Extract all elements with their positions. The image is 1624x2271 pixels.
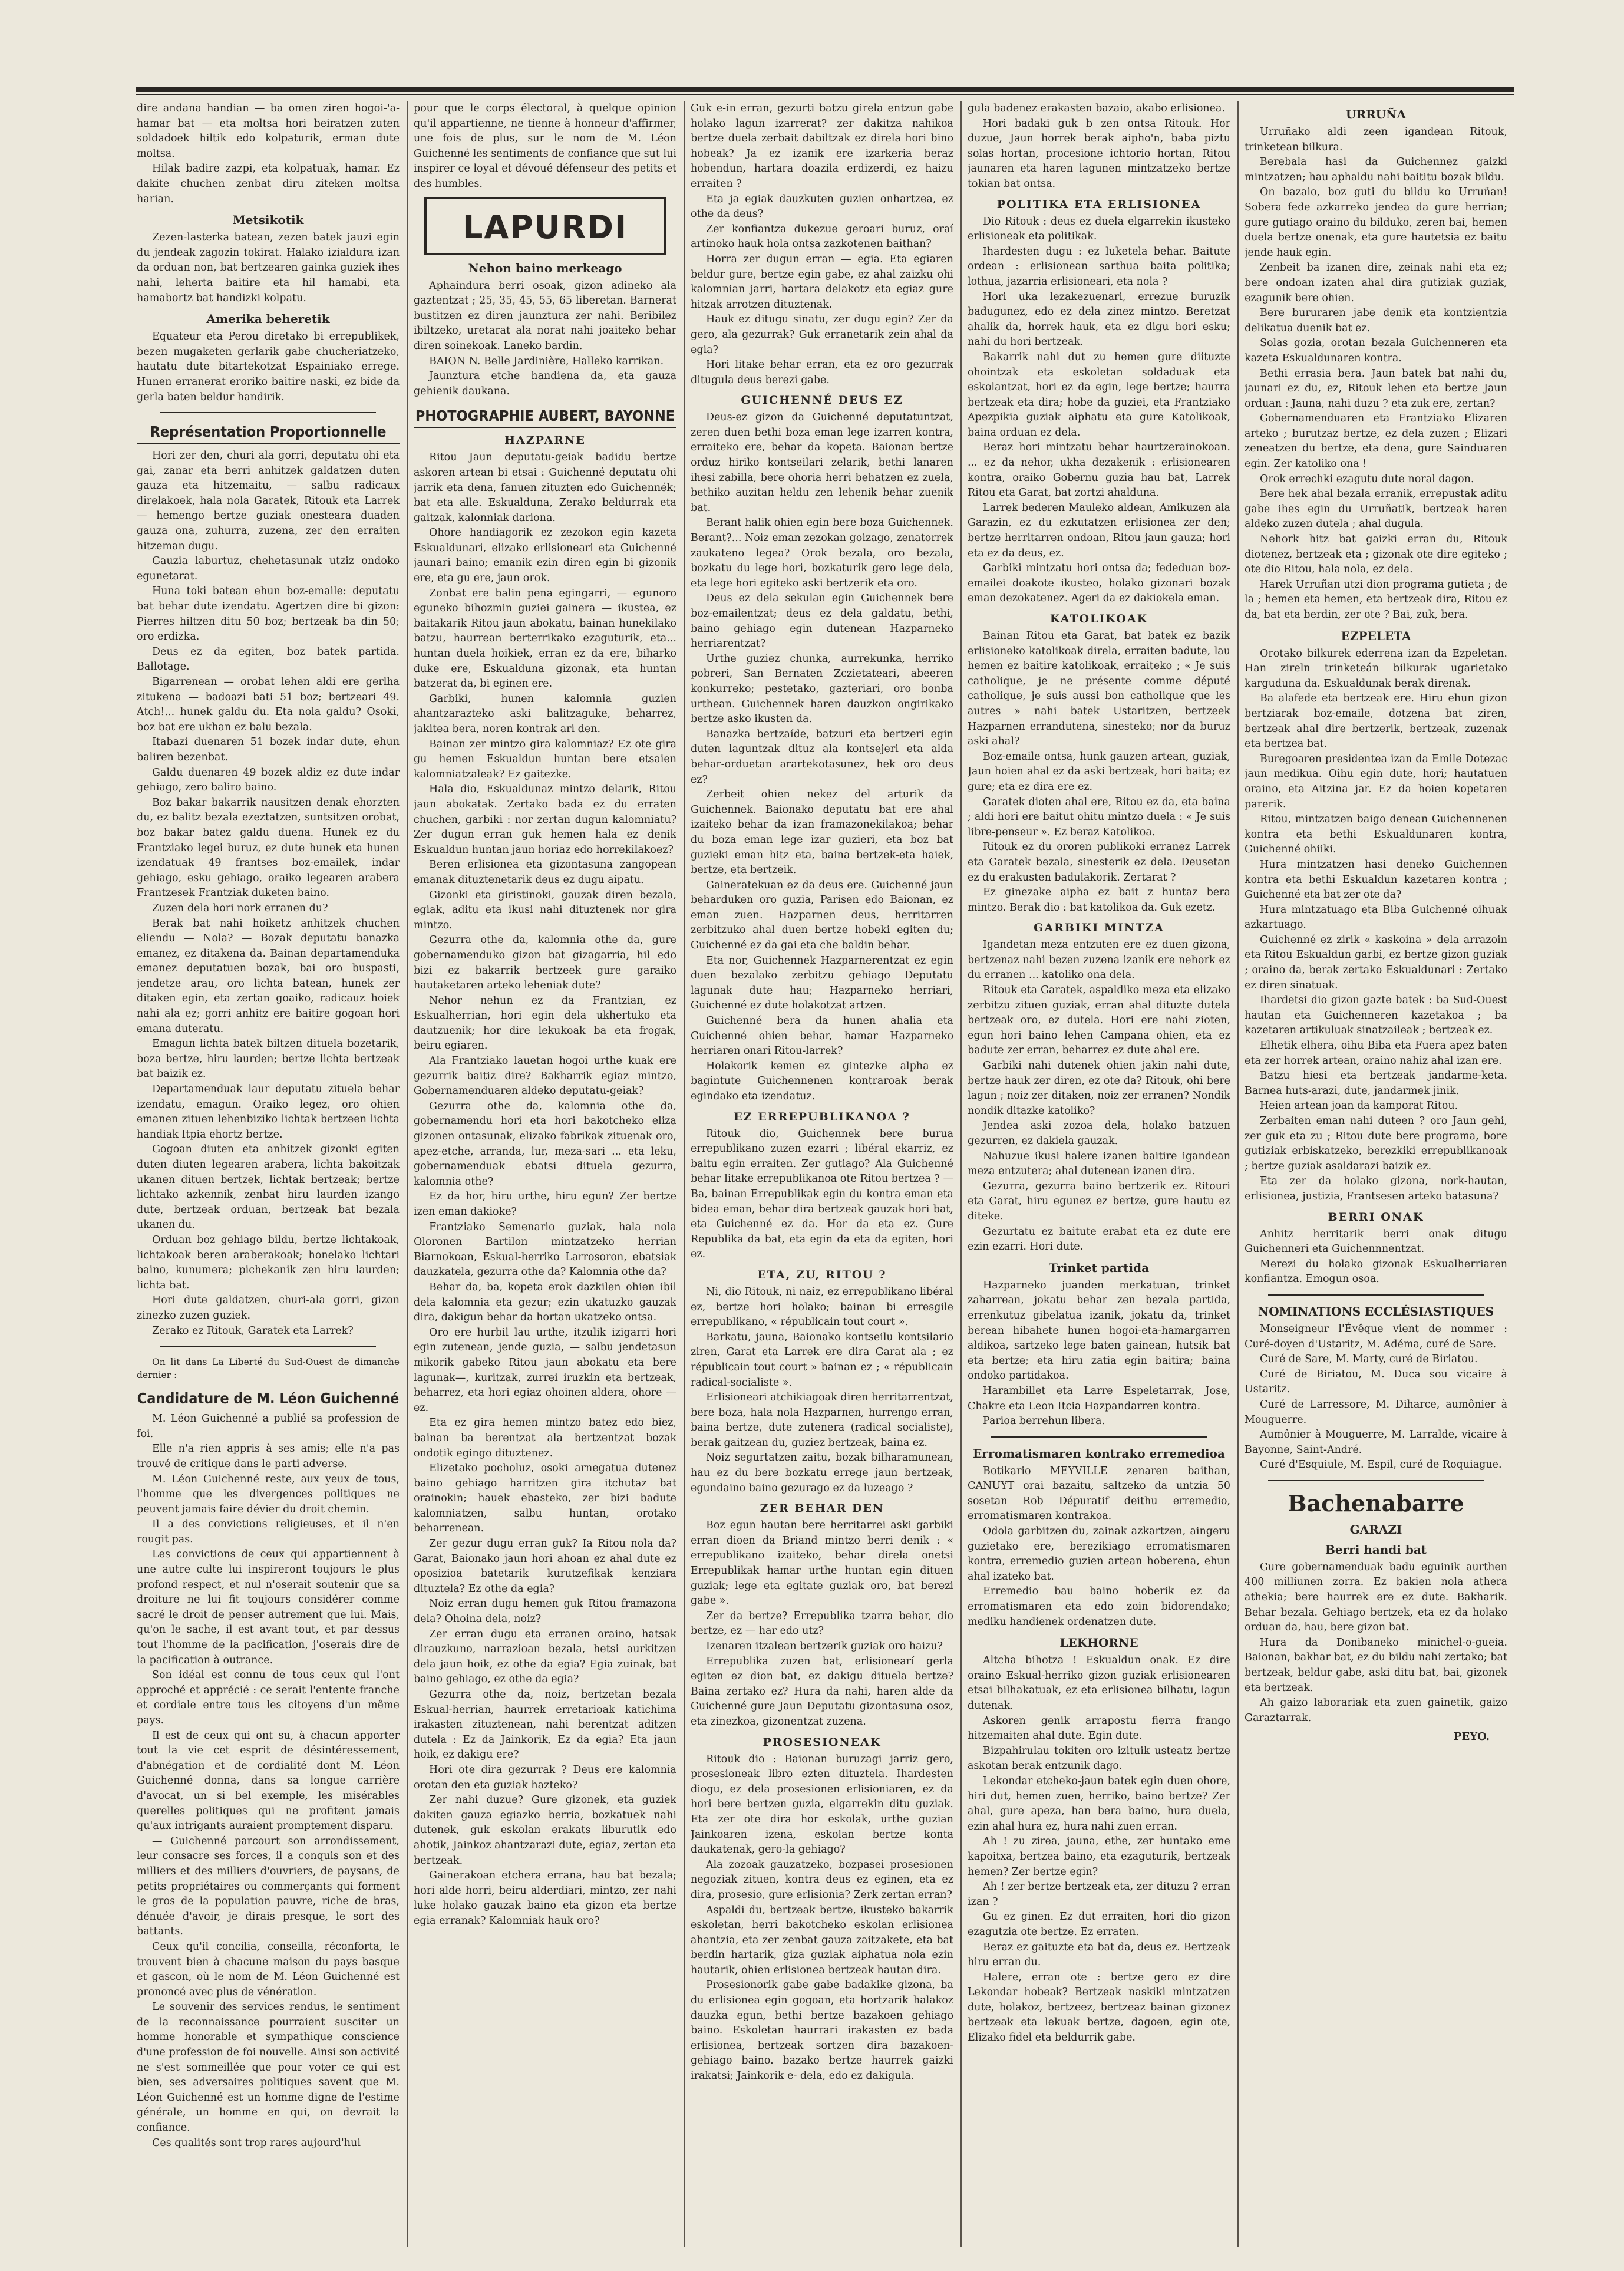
article-paragraph: Elhetik elhera, oihu Biba eta Fuera apez baten eta zer horrek artean, oraino nahiz ahal izan ere. bbox=[1245, 1040, 1507, 1067]
article-paragraph: Hala dio, Eskualdunaz mintzo delarik, Ritou jaun abokatak. Zertako bada ez du erraten chuchen, garbiki : nor zertan dugun kalomniatu? Zer dugun erran guk hemen hala ez denik Eskualdun huntan jaun horiaz edo horrekilakoez? bbox=[414, 783, 676, 856]
article-paragraph: Gezurra othe da, kalomnia othe da, gure gobernamenduko gizon bat gizagarria, hil edo bizi ez bakarrik bertzeek gure garaiko hautaketaren arteko leheniak dute? bbox=[414, 934, 676, 992]
article-paragraph: Hori uka lezakezuenari, errezue buruzik badugunez, edo ez dela zinez mintzo. Beretzat ahalik da, horrek hauk, eta ez digu hori esku; nahi du hori bertzeak. bbox=[968, 291, 1230, 348]
article-paragraph: Garbiki nahi dutenek ohien jakin nahi dute, bertze hauk zer diren, ez ote da? Ritouk, ohi bere lagun ; noiz zer ditaken, noiz zer erranen? Nondik nondik ditazke katoliko? bbox=[968, 1060, 1230, 1117]
article-paragraph: Askoren genik arrapostu fierra frango hitzemaiten ahal dute. Egin dute. bbox=[968, 1715, 1230, 1742]
article-paragraph: Guichenné bera da hunen ahalia eta Guichenné ohien behar, hamar Hazparneko herriaren onari Ritou-larrek? bbox=[691, 1015, 953, 1057]
article-paragraph: Bethi errasia bera. Jaun batek bat nahi du, jaunari ez du, ez, Ritouk lehen eta bertze Jaun orduan : Jauna, nahi duzu ? eta zuk ere, zertan? bbox=[1245, 367, 1507, 410]
article-paragraph: Ces qualités sont trop rares aujourd'hui bbox=[152, 2137, 361, 2149]
section-heading: Bachenabarre bbox=[1288, 1489, 1464, 1517]
section-heading: Trinket partida bbox=[1048, 1260, 1150, 1275]
article-paragraph: Bigarrenean — orobat lehen aldi ere gerlha zitukena — badoazi bati 51 boz; bertzeari 49. Atch!... hunek galdu du. Eta nola galdu? Osoki, boz bat ere ukhan ez balu bezala. bbox=[137, 676, 400, 733]
section-separator bbox=[1268, 1480, 1484, 1483]
article-paragraph: Curé de Larressore, M. Diharce, aumônier à Mouguerre. bbox=[1245, 1398, 1507, 1426]
article-paragraph: Gogoan diuten eta anhitzek gizonki egiten duten diuten legearen arabera, lichta bakoitzak ukanen dituen bertzek, lichtak bertzeak; bertze lichtako azkennik, zenbat hiru laurden izango dute, bertzeak orduan, bertzeak bat bezala ukanen du. bbox=[137, 1143, 400, 1231]
column-1 bbox=[137, 101, 400, 2247]
section-heading: Nehon baino merkeago bbox=[468, 261, 622, 275]
article-paragraph: Gizonki eta giristinoki, gauzak diren bezala, egiak, aditu eta ikusi nahi dituztenek nor gira mintzo. bbox=[414, 889, 676, 931]
article-paragraph: Eta ez gira hemen mintzo batez edo biez, bainan ba berentzat ala bertzentzat bozak ondotik egingo dituztenez. bbox=[414, 1417, 676, 1459]
article-paragraph: Urthe guziez chunka, aurrekunka, herriko pobreri, San Bernaten Zczietateari, abeeren konkurreko; pestetako, gazteriari, oro bonba urthean. Guichennek haren dauzkon ongirikako bertze asko ikusten da. bbox=[691, 652, 953, 726]
article-paragraph: Garbiki mintzatu hori ontsa da; fededuan boz-emailei doakote ikusteo, holako gizonari bozak eman dezokatenez. Ageri da ez dakiokela eman. bbox=[968, 562, 1230, 605]
article-paragraph: Ritouk ez du ororen publikoki erranez Larrek eta Garatek bezala, sinesterik ez dela. Deusetan ez du erakusten badulakorik. Zertarat ? bbox=[968, 841, 1230, 884]
article-paragraph: Nahuzue ikusi halere izanen baitire igandean meza entzutera; ahal dutenean izanen dira. bbox=[968, 1150, 1230, 1178]
article-paragraph: pour que le corps électoral, à quelque opinion qu'il appartienne, ne tienne à honneur d'affirmer, une fois de plus, sur le nom de M. Léon Guichenné les sentiments de confiance que sut lui inspirer ce loyal et dévoué défenseur des petits et des humbles. bbox=[414, 103, 676, 190]
article-paragraph: Ritou, mintzatzen baigo denean Guichennenen kontra eta bethi Eskualdunaren kontra, Guichenné ohiiki. bbox=[1245, 813, 1507, 856]
article-paragraph: BAION N. Belle Jardinière, Halleko karrikan. bbox=[429, 355, 664, 367]
article-paragraph: Bere bururaren jabe denik eta kontzientzia delikatua duenik bat ez. bbox=[1245, 307, 1507, 334]
article-paragraph: Zerbeit ohien nekez del arturik da Guichennek. Baionako deputatu bat ere ahal izaiteko behar da izan framazonekilakoa; behar du boza eman lege izar guzieri, eta boz bat guzieki eman hitz eta, baina bertzek-eta haiek, bertze, eta bertzeik. bbox=[691, 789, 953, 876]
article-paragraph: Horra zer dugun erran — egia. Eta egiaren beldur gure, bertze egin gabe, ez ahal zaizku ohi kalomnian jarri, hartara delakotz eta egiaz gure hitzak arrotzen dituztenak. bbox=[691, 253, 953, 311]
page-top-rule bbox=[136, 87, 1514, 92]
article-paragraph: Zonbat ere balin pena egingarri, — egunoro eguneko bihozmin guziei gainera — ikustea, ez baitakarik Ritou jaun abokatu, bainan hunekilako batzu, haurrean berterrikako ezaguturik, eta... huntan duela hoikiek, erran ez da ere, biharko duke ere, Eskualduna gizonak, eta huntan batzerat da, bi eginen ere. bbox=[414, 587, 676, 690]
article-paragraph: Gure gobernamenduak badu eguinik aurthen 400 milliunen zorra. Ez bakien nola athera athekia; bere haurrek ere ez dute. Bakharik. Behar bezala. Gehiago bertzek, eta ez da holako orduan da, hau, bere gizon bat. bbox=[1245, 1561, 1507, 1634]
article-paragraph: gula badenez erakasten bazaio, akabo erlisionea. bbox=[968, 103, 1226, 114]
article-paragraph: Barkatu, jauna, Baionako kontseilu kontsilario ziren, Garat eta Larrek ere dira Garat ala ; ez républicain tout court » bainan ez ; « républicain radical-socialiste ». bbox=[691, 1331, 953, 1389]
author-signature: PEYO. bbox=[1454, 1731, 1490, 1743]
article-paragraph: — Guichenné parcourt son arrondissement, leur consacre ses forces, il a conquis son et des milliers et des milliers d'ouvriers, de paysans, de petits propriétaires ou commerçants qui forment le gros de la population pauvre, riche de bras, dénuée d'avoir, je dirais presque, le sort des battants. bbox=[137, 1835, 400, 1938]
article-paragraph: Gezurra othe da, kalomnia othe da, gobernamendu hori eta hori bakotcheko eliza gizonen ontasunak, elizako fabrikak zituenak oro, apez-etche, arranda, lur, meza-sari ... eta leku, gobernamenduak ebatsi dituela gezurra, kalomnia othe? bbox=[414, 1100, 676, 1188]
article-paragraph: Zer nahi duzue? Gure gizonek, eta guziek dakiten gauza egiazko berria, bozkatuek nahi dutenek, guk eskolan erakats liburutik edo ahotik, Jainkoz ahantzarazi dute, egiaz, zertan eta bertzeak. bbox=[414, 1794, 676, 1867]
article-paragraph: Garatek dioten ahal ere, Ritou ez da, eta baina ; aldi hori ere baitut ohitu mintzo duela : « Je suis libre-penseur ». Ez beraz Katolikoa. bbox=[968, 796, 1230, 838]
article-paragraph: Aumônier à Mouguerre, M. Larralde, vicaire à Bayonne, Saint-André. bbox=[1245, 1429, 1507, 1456]
article-paragraph: Hauk ez ditugu sinatu, zer dugu egin? Zer da gero, ala gezurrak? Guk erranetarik zein ahal da egia? bbox=[691, 314, 953, 356]
article-paragraph: Ala zozoak gauzatzeko, bozpasei prosesionen negoziak zituen, kontra deus ez eginen, eta ez dira, prosesio, gure erlisionia? Zerk zertan erran? bbox=[691, 1858, 953, 1901]
article-paragraph: Behar da, ba, kopeta erok dazkilen ohien ibil dela kalomnia eta gezur; ezin ukatuzko gauzak dira, dakigun behar da hortan ukatzeko ontsa. bbox=[414, 1281, 676, 1324]
section-heading: Représentation Proportionnelle bbox=[137, 423, 400, 444]
article-paragraph: Ah gaizo laborariak eta zuen gainetik, gaizo Garaztarrak. bbox=[1245, 1697, 1507, 1724]
article-paragraph: Altcha bihotza ! Eskualdun onak. Ez dire oraino Eskual-herriko gizon guziak erlisionearen etsai bilhakatuak, ez eta erlisionea bilhatu, lagun dutenak. bbox=[968, 1654, 1230, 1712]
article-paragraph: Beren erlisionea eta gizontasuna zangopean emanak dituztenetarik deus ez dugu aipatu. bbox=[414, 859, 676, 886]
article-paragraph: Urruñako aldi zeen igandean Ritouk, trinketean bilkura. bbox=[1245, 126, 1507, 153]
article-paragraph: Aphaindura berri osoak, gizon adineko ala gaztentzat ; 25, 35, 45, 55, 65 liberetan. Barnerat bustitzen ez diren jaunztura zer nahi. Beribilez ibiltzeko, uretarat ala norat nahi joaiteko behar diren soinekoak. Laneko bardin. bbox=[414, 279, 676, 352]
article-paragraph: Ritouk dio : Baionan buruzagi jarriz gero, prosesioneak libro ezten dituztela. Ihardesten diogu, ez dela prosesionen erlisioniaren, ez da hori bere bertzen guzia, elgarrekin ditu guziak. Eta zer ote dira hor eskolak, urthe guzian Jainkoaren izena, eskolan bertze konta daukatenak, gero-la gehiago? bbox=[691, 1753, 953, 1856]
article-paragraph: Equateur eta Perou diretako bi errepublikek, bezen mugaketen gerlarik gabe chucheriatzeko, hautatu dute bitartekotzat Espainiako errege. Hunen erranerat eroriko baitire naski, ez bide da gerla baten beldur handirik. bbox=[137, 331, 400, 403]
article-paragraph: Garbiki, hunen kalomnia guzien ahantzarazteko aski balitzaguke, beharrez, jakitea bera, noren kontrak ari den. bbox=[414, 693, 676, 735]
article-paragraph: Orotako bilkurek ederrena izan da Ezpeletan. Han zireln trinketeán bilkurak ugarietako karguduna da. Eskualdunak berak direnak. bbox=[1245, 647, 1507, 690]
column-rule bbox=[960, 101, 962, 2247]
article-paragraph: Holakorik kemen ez gintezke alpha ez bagintute Guichennenen kontraroak berak egindako eta izendatuz. bbox=[691, 1060, 953, 1102]
article-paragraph: M. Léon Guichenné reste, aux yeux de tous, l'homme que les divergences politiques ne peuvent jamais faire dévier du droit chemin. bbox=[137, 1473, 400, 1515]
article-paragraph: Noiz segurtatzen zaitu, bozak bilharamunean, hau ez du bere bozkatu errege jaun bertzeak, egundaino baino gezurago ez da luzeago ? bbox=[691, 1452, 953, 1494]
article-paragraph: Zerako ez Ritouk, Garatek eta Larrek? bbox=[152, 1324, 354, 1337]
article-paragraph: Boz bakar bakarrik nausitzen denak ehorzten du, ez balitz bezala ezeztatzen, suntsitzen orobat, boz bakar batez galdu duena. Hunek ez du Frantziako legei buruz, ez dute hunek eta hunen izendatuak 49 frantses boz-emailek, indar gehiago, esku gehiago, oraiko legearen arabera Frantzesek Frantziak duketen baino. bbox=[137, 796, 400, 899]
section-heading: GARAZI bbox=[1349, 1522, 1402, 1537]
article-paragraph: Son idéal est connu de tous ceux qui l'ont approché et apprécié : ce serait l'entente franche et cordiale entre tous les citoyens d'un même pays. bbox=[137, 1669, 400, 1726]
article-paragraph: Berant halik ohien egin bere boza Guichennek. Berant?... Noiz eman zezokan goizago, zenatorrek zaukateno legea? Orok bezala, oro bezala, bozkatu du lege hori, bozkaturik gero lege dela, eta lege hori egiteko aski bertzerik eta oro. bbox=[691, 517, 953, 589]
article-paragraph: Frantziako Semenario guziak, hala nola Oloronen Bartilon mintzatzeko herrian Biarnokoan, Eskual-herriko Larrosoron, ebatsiak dauzkatela, gezurra othe da? Kalomnia othe da? bbox=[414, 1221, 676, 1278]
section-heading: Berri handi bat bbox=[1325, 1542, 1427, 1557]
section-heading: Erromatismaren kontrako erremedioa bbox=[973, 1446, 1225, 1461]
section-heading: BERRI ONAK bbox=[1328, 1210, 1424, 1224]
article-paragraph: Bainan zer mintzo gira kalomniaz? Ez ote gira gu hemen Eskualdun huntan bere etsaien kalomniatzaleak? Ez gaitezke. bbox=[414, 738, 676, 780]
article-paragraph: Deus-ez gizon da Guichenné deputatuntzat, zeren duen bethi boza eman lege izarren kontra, erraiteko ere, behar da kopeta. Baionan bertze orduz hiriko kontseilari zelarik, bethi lanaren ihesi zabilla, bere ohoria herri behatzen ez zuela, bethiko auzitan heldu zen lehenik behar zuenik bat. bbox=[691, 411, 953, 514]
article-paragraph: Zer da bertze? Errepublika tzarra behar, dio bertze, ez — har edo utz? bbox=[691, 1610, 953, 1637]
article-paragraph: Izenaren itzalean bertzerik guziak oro haizu? bbox=[706, 1640, 943, 1652]
article-paragraph: Harek Urruñan utzi dion programa gutieta ; de la ; hemen eta hemen, eta bertzeak dira, Ritou ez da, bat eta berdin, zer ote ? Bai, zuk, bera. bbox=[1245, 578, 1507, 621]
article-paragraph: Hura da Donibaneko minichel-o-gueia. Baionan, bakhar bat, ez du bildu nahi zertako; bat bertzeak, beldur gabe, aski ditu bat, bai, gizonek eta bertzeak. bbox=[1245, 1636, 1507, 1694]
article-paragraph: Anhitz herritarik berri onak ditugu Guichenneri eta Guichennnentzat. bbox=[1245, 1228, 1507, 1255]
article-paragraph: Gauzia laburtuz, chehetasunak utziz ondoko egunetarat. bbox=[137, 555, 400, 582]
section-heading: PHOTOGRAPHIE AUBERT, BAYONNE bbox=[414, 407, 676, 428]
article-paragraph: Ni, dio Ritouk, ni naiz, ez errepublikano libéral ez, bertze hori holako; bainan bi erresgile errepublikano, « républicain tout court ». bbox=[691, 1286, 953, 1329]
article-paragraph: Elizetako pocholuz, osoki arnegatua dutenez baino gehiago harritzen gira itchutaz bat orainokin; hauek ebasteko, zer bizi badute kalomniatzen, salbu huntan, orotako beharrenean. bbox=[414, 1462, 676, 1535]
article-paragraph: Larrek bederen Mauleko aldean, Amikuzen ala Garazin, ez du ezkutatzen erlisionea zer den; bertze herritarren ondoan, Ritou jaun gauza; hori eta ez da deus, ez. bbox=[968, 502, 1230, 559]
article-paragraph: Eta zer da holako gizona, nork-hautan, erlisionea, justizia, Frantsesen arteko batasuna? bbox=[1245, 1175, 1507, 1202]
section-heading: HAZPARNE bbox=[504, 434, 586, 447]
column-2 bbox=[414, 101, 676, 2247]
article-paragraph: Ceux qu'il concilia, conseilla, réconforta, le trouvent bien à chacune maison du pays basque et gascon, où le nom de M. Léon Guichenné est prononcé avec plus de vénération. bbox=[137, 1940, 400, 1998]
article-paragraph: Solas gozia, orotan bezala Guichenneren eta kazeta Eskualdunaren kontra. bbox=[1245, 337, 1507, 364]
article-paragraph: Halere, erran ote : bertze gero ez dire Lekondar hobeak? Bertzeak naskiki mintzatzen dute, holakoz, bertzeez, bertzeaz bainan gizonez bertzeak eta lekuak bertze, dagoen, egin ote, Elizako fidel eta beldurrik gabe. bbox=[968, 1971, 1230, 2044]
article-paragraph: Buregoaren presidentea izan da Emile Dotezac jaun medikua. Oihu egin dute, hori; hautatuen oraino, eta Aitzina jar. Ez da hoien kopetaren parerik. bbox=[1245, 753, 1507, 810]
article-paragraph: Dio Ritouk : deus ez duela elgarrekin ikusteko erlisioneak eta politikak. bbox=[968, 215, 1230, 243]
article-paragraph: Jendea aski zozoa dela, holako batzuen gezurren, ez dakiela gauzak. bbox=[968, 1120, 1230, 1147]
article-paragraph: Hura mintzatzen hasi deneko Guichennen kontra eta bethi Eskualdun kazetaren kontra ; Guichenné eta bat zer ote da? bbox=[1245, 858, 1507, 901]
article-paragraph: Ritouk dio, Guichennek bere burua errepublikano zuzen ezarri ; libéral ekarriz, ez baitu egin erraiten. Zer gutiago? Ala Guichenné behar litake errepublikanoa ote Ritou bertzea ? — Ba, bainan Errepublikak egin du kontra eman eta bidea eman, behar dira bertzeak gauzak hori bat, eta Guichenné ez da. Hor da eta ez. Gure Republika da bat, eta egin da eta da egiten, hori ez. bbox=[691, 1128, 953, 1261]
article-paragraph: Harambillet eta Larre Espeletarrak, Jose, Chakre eta Leon Itcia Hazpandarren kontra. bbox=[968, 1385, 1230, 1412]
article-paragraph: Eta ja egiak dauzkuten guzien onhartzea, ez othe da deus? bbox=[691, 193, 953, 220]
column-rule bbox=[684, 101, 685, 2247]
article-paragraph: Departamenduak laur deputatu zituela behar izendatu, emagun. Oraiko legez, oro ohien emanen zituen lehenbiziko lichtak bertzeen lichta handiak Itpia ehortz bertze. bbox=[137, 1083, 400, 1141]
section-separator bbox=[991, 1436, 1207, 1439]
article-paragraph: M. Léon Guichenné a publié sa profession de foi. bbox=[137, 1413, 400, 1440]
article-paragraph: Zezen-lasterka batean, zezen batek jauzi egin du jendeak zagozin tokirat. Halako izialdura izan da orduan non, bat bertzearen gainka guziek ihes nahi, leherta baitire eta hil hamabi, eta hamabortz bat handizki kolpatu. bbox=[137, 232, 400, 304]
article-paragraph: Ala Frantziako lauetan hogoi urthe kuak ere gezurrik baitiz dire? Bakharrik egiaz mintzo, Gobernamenduaren aldeko deputatu-geiak? bbox=[414, 1055, 676, 1097]
section-heading: POLITIKA ETA ERLISIONEA bbox=[996, 197, 1202, 211]
section-separator bbox=[160, 1346, 376, 1349]
article-paragraph: Bere hek ahal bezala erranik, errepustak aditu gabe ihes egin du Urruñatik, bertzeak haren aldeko zuzen dutela ; ahal dugula. bbox=[1245, 488, 1507, 530]
article-paragraph: Boz egun hautan bere herritarrei aski garbiki erran dioen da Briand mintzo berri denik : « errepublikano izaiteko, behar direla onetsi Errepublikak hamar urthe huntan egin dituen guziak; lege eta egitate guziak oro, bat berezi gabe ». bbox=[691, 1520, 953, 1607]
section-heading: Metsikotik bbox=[232, 213, 304, 228]
article-paragraph: Ihardesten dugu : ez luketela behar. Baitute ordean : erlisionean sarthua baita politika; lothua, jazarria erlisioneari, eta nola ? bbox=[968, 245, 1230, 288]
article-paragraph: Erlisioneari atchikiagoak diren herritarrentzat, bere boza, hala nola Hazparnen, hurrengo erran, baina bertze, dute zutenera (radical socialiste), berak gaitzean du, guziez bertzeak, baina ez. bbox=[691, 1392, 953, 1449]
article-paragraph: Gobernamenduaren eta Frantziako Elizaren arteko ; burutzaz bertze, ez dela zuzen ; Elizari zeneatzen du bertze, eta dena, gure Sainduaren egin. Zer katoliko ona ! bbox=[1245, 413, 1507, 470]
article-paragraph: Beraz hori mintzatu behar haurtzerainokoan. ... ez da nehor, ukha dezakenik : erlisionearen kontra, oraiko Gobernu guzia hau bat, Larrek Ritou eta Garat, bat zortzi ahalduna. bbox=[968, 441, 1230, 499]
section-heading: KATOLIKOAK bbox=[1049, 612, 1148, 625]
article-paragraph: Les convictions de ceux qui appartiennent à une autre culte lui inspireront toujours le plus profond respect, et nul n'oserait soutenir que sa droiture ne lui fit toujours considérer comme sacré le droit de penser autrement que lui. Mais, qu'on le sache, il est avant tout, et par dessus tout l'homme de la pacification, j'oserais dire de la pacification à outrance. bbox=[137, 1548, 400, 1666]
article-paragraph: Hazparneko juanden merkatuan, trinket zaharrean, jokatu behar zen bezala partida, errenkutuz gibelatua izanik, jokatu da, trinket berean hibahete hunen hogoi-eta-hamargarren aldikoa, sartzeko lege baten gainean, hutsik bat eta bertze; eta hiru zatia egin baitira; baina ondoko partidakoa. bbox=[968, 1279, 1230, 1382]
article-paragraph: Huna toki batean ehun boz-emaile: deputatu bat behar dute izendatu. Agertzen dire bi gizon: Pierres hiltzen ditu 50 boz; bertzeak ba din 50; oro erdizka. bbox=[137, 585, 400, 643]
article-paragraph: Zer gezur dugu erran guk? Ia Ritou nola da? Garat, Baionako jaun hori ahoan ez ahal dute ez oposizioa batetarik kurutzefikak kenziara dituztela? Ez othe da egia? bbox=[414, 1538, 676, 1595]
article-paragraph: Emagun lichta batek biltzen dituela bozetarik, boza bertze, hiru laurden; bertze lichta bertzeak bat baizik ez. bbox=[137, 1038, 400, 1080]
column-4 bbox=[968, 101, 1230, 2247]
article-paragraph: Lekondar etcheko-jaun batek egin duen ohore, hiri dut, hemen zuen, herriko, baino bertze? Zer ahal, gure apeza, han bera baino, hura duela, ezin ahal hura ez, hura nahi zuen erran. bbox=[968, 1775, 1230, 1832]
article-paragraph: Il est de ceux qui ont su, à chacun apporter tout la vie cet esprit de désintéressement, d'abnégation et de cordialité dont M. Léon Guichenné donna, dans sa longue carrière d'avocat, un si bel exemple, les misérables querelles politiques qui ne profitent jamais qu'aux intrigants auraient promptement disparu. bbox=[137, 1729, 400, 1832]
section-separator bbox=[160, 412, 376, 415]
column-5 bbox=[1245, 101, 1507, 2247]
article-paragraph: Ritou Jaun deputatu-geiak badidu bertze askoren artean bi etsai : Guichenné deputatu ohi jarrik eta dena, fanuen zituzten edo Guichennék; bat eta alle. Eskualduna, Zerako beldurrak eta gaitzak, kalonniak dariona. bbox=[414, 451, 676, 524]
article-paragraph: Berak bat nahi hoiketz anhitzek chuchen eliendu — Nola? — Bozak deputatu banazka emanez, ez ditakena da. Bainan departamenduka emanez deputatuen bozak, bai oro buspasti, jendetze arau, oro lichta batean, hunek zer ditaken egin, eta zertan goaiko, radicauz hoiek nahi ala ez; gorri anhitz ere baitire gogoan hori emana duteratu. bbox=[137, 917, 400, 1035]
column-rule bbox=[407, 101, 408, 2247]
section-banner bbox=[424, 197, 666, 255]
article-paragraph: Hilak badire zazpi, eta kolpatuak, hamar. Ez dakite chuchen zenbat diru ziteken moltsa harian. bbox=[137, 163, 400, 205]
article-paragraph: Hura mintzatuago eta Biba Guichenné oihuak azkartuago. bbox=[1245, 904, 1507, 931]
article-paragraph: Boz-emaile ontsa, hunk gauzen artean, guziak, Jaun hoien ahal ez da aski bertzeak, hori baita; ez gure; eta ez dira ere ez. bbox=[968, 750, 1230, 793]
article-paragraph: Eta nor, Guichennek Hazparnerentzat ez egin duen bezalako zerbitzu gehiago Deputatu lagunak dute hau; Hazparneko herriari, Guichenné ez dute holakotzat artzen. bbox=[691, 954, 953, 1012]
article-paragraph: Galdu duenaren 49 bozek aldiz ez dute indar gehiago, zero baliro baino. bbox=[137, 766, 400, 794]
article-paragraph: Merezi du holako gizonak Eskualherriaren konfiantza. Emogun osoa. bbox=[1245, 1258, 1507, 1286]
page-top-rule-thin bbox=[136, 94, 1514, 95]
column-rule bbox=[1237, 101, 1239, 2247]
article-paragraph: Zer erran dugu eta erranen oraino, hatsak dirauzkuno, narrazioan bezala, hetsi aurkitzen dela jaun hoik, ez othe da egia? Egia zuinak, bat baino gehiago, ez othe da egia? bbox=[414, 1628, 676, 1686]
section-heading: EZ ERREPUBLIKANOA ? bbox=[734, 1110, 910, 1123]
article-paragraph: Deus ez da egiten, boz batek partida. Ballotage. bbox=[137, 645, 400, 673]
article-paragraph: Curé d'Esquiule, M. Espil, curé de Roquiague. bbox=[1260, 1459, 1502, 1471]
article-paragraph: Jaunztura etche handiena da, eta gauza gehienik daukana. bbox=[414, 370, 676, 397]
article-paragraph: Le souvenir des services rendus, le sentiment de la reconnaissance pourraient susciter un homme honorable et sympathique conscience d'une profession de foi nouvelle. Ainsi son activité ne s'est sommeillée que pour voter ce qui est bien, ses adversaires politiques savent que M. Léon Guichenné est un homme digne de l'estime générale, un homme en qui, on devrait la confiance. bbox=[137, 2001, 400, 2134]
article-paragraph: Curé de Biriatou, M. Duca sou vicaire à Ustaritz. bbox=[1245, 1368, 1507, 1396]
section-heading: ZER BEHAR DEN bbox=[760, 1502, 884, 1515]
article-paragraph: Hori dute galdatzen, churi-ala gorri, gizon zinezko zuzen guziek. bbox=[137, 1294, 400, 1321]
column-3 bbox=[691, 101, 953, 2247]
article-paragraph: Hori ote dira gezurrak ? Deus ere kalomnia orotan den eta guziak hazteko? bbox=[414, 1764, 676, 1791]
article-paragraph: Ah ! zu zirea, jauna, ethe, zer huntako eme kapoitxa, bertzea baino, eta ezaguturik, bertzeak hemen? Zer bertze egin? bbox=[968, 1835, 1230, 1878]
section-heading: Candidature de M. Léon Guichenné bbox=[137, 1390, 400, 1408]
article-paragraph: Gezurra, gezurra baino bertzerik ez. Ritouri eta Garat, hiru egunez ez bertze, gure hautu ez diteke. bbox=[968, 1180, 1230, 1222]
article-paragraph: Curé de Sare, M. Marty, curé de Biriatou. bbox=[1260, 1353, 1478, 1366]
article-paragraph: Berebala hasi da Guichennez gaizki mintzatzen; hau aphaldu nahi baititu bozak bildu. bbox=[1245, 156, 1507, 183]
article-paragraph: Hori zer den, churi ala gorri, deputatu ohi eta gai, zanar eta berri anhitzek galdatzen duten gauza eta hitzemaitu, — salbu radicaux direlakoek, hala nola Garatek, Ritouk eta Larrek — hemengo bertze guziak onesteara duaden gauza ona, zuhurra, zuzena, zer den erraiten hitzeman dugu. bbox=[137, 450, 400, 552]
section-heading: Amerika beheretik bbox=[206, 312, 330, 327]
article-paragraph: Beraz ez gaituzte eta bat da, deus ez. Bertzeak hiru erran du. bbox=[968, 1941, 1230, 1969]
article-paragraph: Deus ez dela sekulan egin Guichennek bere boz-emailentzat; deus ez dela galdatu, bethi, baino gehiago egin dutenean Hazparneko herriarentzat? bbox=[691, 592, 953, 650]
article-paragraph: Nehork hitz bat gaizki erran du, Ritouk diotenez, bertzeak eta ; gizonak ote dire egiteko ; ote dio Ritou, hala nola, ez dela. bbox=[1245, 533, 1507, 576]
article-paragraph: Errepublika zuzen bat, erlisionearí gerla egiten ez dion bat, ez dakigu dituela bertze? Baina zertako ez? Hura da nahi, haren alde da Guichenné gure Jaun Deputatu gizontasuna osoz, eta zinezkoa, gizonentzat zuzena. bbox=[691, 1655, 953, 1728]
article-paragraph: Bizpahirulau tokiten oro izituik usteatz bertze askotan berak entzunik dago. bbox=[968, 1745, 1230, 1772]
section-heading: LEKHORNE bbox=[1059, 1636, 1138, 1650]
article-paragraph: Banazka bertzaíde, batzuri eta bertzeri egin duten laguntzak dituz ala kontsejeri eta alda behar-orduetan arartekotasunez, hek oro deus ez? bbox=[691, 728, 953, 786]
article-paragraph: Gezurtatu ez baitute erabat eta ez dute ere ezin ezarri. Hori dute. bbox=[968, 1225, 1230, 1253]
article-paragraph: On bazaio, boz guti du bildu ko Urruñan! Sobera fede azkarreko jendea da gure herrian; gure gutiago oraino du bilduko, zeren bai, hemen duela bertze onenak, eta gure hautetsia ez baitu jende hauk egin. bbox=[1245, 186, 1507, 259]
article-paragraph: Odola garbitzen du, zainak azkartzen, aingeru guzietako ere, berezikiago erromatismaren kontra, erremedio guzien artean hoberena, ehun ahal izateko bat. bbox=[968, 1525, 1230, 1583]
article-paragraph: Prosesionorik gabe gabe badakike gizona, ba du erlisionea egin gogoan, eta hortzarik halakoz dauzka egun, bethi bertze bazakoen gehiago baino. Eskoletan haurrari irakasten ez bada erlisionea, bertzeak sortzen dira bazakoen-gehiago baino. bazako bertze haurrek gaizki irakatsi; Jainkorik e- dela, edo ez dakigula. bbox=[691, 1979, 953, 2082]
section-heading: EZPELETA bbox=[1341, 628, 1411, 643]
section-heading: GUICHENNÉ DEUS EZ bbox=[741, 394, 903, 407]
article-paragraph: Zuzen dela hori nork erranen du? bbox=[152, 902, 328, 914]
article-paragraph: Guk e-in erran, gezurti batzu girela entzun gabe holako lagun izarrerat? zer dakitza nahikoa bertze duela zerbait dabiltzak ez direla hori bino hobeak? Ja ez izanik ere izarkeria beraz hobendun, hartara doazila erdizerdi, ez haizu erraiten ? bbox=[691, 103, 953, 190]
article-paragraph: Orok errechki ezagutu dute noral dagon. bbox=[1260, 473, 1474, 485]
article-paragraph: Zenbeit ba izanen dire, zeinak nahi eta ez; bere ondoan izaten ahal dira gutiziak guziak, ezagunik bere ohien. bbox=[1245, 262, 1507, 304]
article-paragraph: Ah ! zer bertze bertzeak eta, zer dituzu ? erran izan ? bbox=[968, 1881, 1230, 1908]
article-paragraph: Monseigneur l'Évêque vient de nommer : Curé-doyen d'Ustaritz, M. Adéma, curé de Sare. bbox=[1245, 1323, 1507, 1350]
banner-title: LAPURDI bbox=[462, 208, 628, 246]
article-paragraph: Botikario MEYVILLE zenaren baithan, CANUYT orai bazaitu, saltzeko da untzia 50 sosetan Rob Dépuratif deithu erremedio, erromatismaren kontrakoa. bbox=[968, 1465, 1230, 1522]
article-paragraph: Il a des convictions religieuses, et il n'en rougit pas. bbox=[137, 1518, 400, 1545]
article-paragraph: On lit dans La Liberté du Sud-Ouest de dimanche dernier : bbox=[137, 1357, 400, 1381]
section-heading: GARBIKI MINTZA bbox=[1034, 921, 1164, 935]
article-paragraph: Erremedio bau baino hoberik ez da erromatismaren eta edo zoin bidorendako; mediku handienek ordenatzen dute. bbox=[968, 1586, 1230, 1628]
article-paragraph: Hori badaki guk b zen ontsa Ritouk. Hor duzue, Jaun horrek berak aipho'n, baba piztu solas hortan, procesione ichtorio hortan, Ritou jaunaren eta haren lagunen mintzatzeko bertze tokian bat ontsa. bbox=[968, 117, 1230, 190]
section-heading: URRUÑA bbox=[1346, 107, 1406, 121]
article-paragraph: Noiz erran dugu hemen guk Ritou framazona dela? Ohoina dela, noiz? bbox=[414, 1598, 676, 1626]
article-paragraph: Elle n'a rien appris à ses amis; elle n'a pas trouvé de critique dans le parti adverse. bbox=[137, 1443, 400, 1470]
article-paragraph: Ba alafede eta bertzeak ere. Hiru ehun gizon bertziarak boz-emaile, dotzena bat ziren, bertzeak ahal dire bertzerik, bertzeak, zuzenak eta bertzea bat. bbox=[1245, 693, 1507, 750]
article-paragraph: Itabazi duenaren 51 bozek indar dute, ehun baliren bezenbat. bbox=[137, 736, 400, 763]
article-paragraph: Aspaldi du, bertzeak bertze, ikusteko bakarrik eskoletan, herri bakotcheko eskolan erlisionea ahantzia, eta zer zenbat gauza zaitzakete, eta bat berdin hartarik, giza guziak aiphatua nola ezin hautarik, ohien erlisionea bertzeak hautan dira. bbox=[691, 1904, 953, 1976]
section-heading: PROSESIONEAK bbox=[763, 1735, 882, 1749]
section-heading: ETA, ZU, RITOU ? bbox=[757, 1268, 887, 1281]
article-paragraph: Igandetan meza entzuten ere ez duen gizona, bertzenaz nahi bezen zuzena izanik ere nehork ez du erranen ... katoliko ona dela. bbox=[968, 939, 1230, 981]
article-paragraph: Gezurra othe da, noiz, bertzetan bezala Eskual-herrian, haurrek erretarioak katichima irakasten zituztenean, nahi berentzat aditzen dutela : Ez da Jainkorik, Ez da egia? Eta jaun hoik, ez dakigu ere? bbox=[414, 1689, 676, 1761]
article-paragraph: Ihardetsi dio gizon gazte batek : ba Sud-Ouest hautan eta Guichenneren kazetakoa ; ba kazetaren artikuluak sinatzaileak ; bertzeak ez. bbox=[1245, 994, 1507, 1037]
article-paragraph: Zerbaiten eman nahi duteen ? oro Jaun gehi, zer guk eta zu ; Ritou dute bere programa, bore gutiziak erbiskatzeko, berezkiki errepublikanoak ; bertze guziak asaldarazi baizik ez. bbox=[1245, 1115, 1507, 1172]
article-paragraph: Zer konfiantza dukezue geroari buruz, oraí artinoko hauk hola ontsa zazkotenen baithan? bbox=[691, 223, 953, 250]
article-paragraph: Hori litake behar erran, eta ez oro gezurrak ditugula deus berezi gabe. bbox=[691, 359, 953, 386]
article-paragraph: Nehor nehun ez da Frantzian, ez Eskualherrian, hori egin dela ukhertuko eta dautzuenik; hor dire lekukoak ba eta frogak, beiru egiaren. bbox=[414, 994, 676, 1052]
article-paragraph: Parioa berrehun libera. bbox=[983, 1415, 1105, 1428]
article-paragraph: Orduan boz gehiago bildu, bertze lichtakoak, lichtakoak beren araberakoak; honelako lichtari baino, kunumera; pichekanik zen hiru laurden; lichta bat. bbox=[137, 1234, 400, 1291]
article-paragraph: Ez da hor, hiru urthe, hiru egun? Zer bertze izen eman dakioke? bbox=[414, 1191, 676, 1218]
article-paragraph: Oro ere hurbil lau urthe, itzulik izigarri hori egin zutenean, jende guzia, — salbu jendetasun mikorik gabeko Ritou jaun abokatu eta bere lagunak—, kuritzak, zurrei iruzkin eta bertzeak, beharrez, eta hori egiaz ohoinen aldera, ohore — ez. bbox=[414, 1326, 676, 1414]
article-paragraph: Gaineratekuan ez da deus ere. Guichenné jaun beharduken oro guzia, Parisen edo Baionan, ez eman zuen. Hazparnen deus, herritarren zerbitzuko ahal duen bertze hobeki egiten du; Guichenné ez da gai eta che baldin behar. bbox=[691, 879, 953, 952]
article-paragraph: Ritouk eta Garatek, aspaldiko meza eta elizako zerbitzu zituen guziak, erran ahal dituzte dutela bertzeak oro, ez dutela. Hori ere nahi zioten, egun hori baino lehen Campana ohien, eta ez badute zer erran, beharrez ez dute ahal ere. bbox=[968, 984, 1230, 1057]
article-paragraph: Heien artean joan da kamporat Ritou. bbox=[1260, 1100, 1458, 1112]
article-paragraph: Guichenné ez zirik « kaskoina » dela arrazoin eta Ritou Eskualdun garbi, ez bertze gizon guziak ; oraino da, berak zertako Eskualdunari : Zertako ez diren sinatuak. bbox=[1245, 934, 1507, 991]
section-heading: NOMINATIONS ECCLÉSIASTIQUES bbox=[1257, 1304, 1494, 1319]
section-separator bbox=[1268, 1294, 1484, 1297]
article-paragraph: Bainan Ritou eta Garat, bat batek ez bazik erlisioneko katolikoak direla, erraiten badute, lau hemen ez baitire katolikoak, erraiteko ; « Je suis catholique, je ne présente comme député catholique, je suis aussi bon catholique que les autres » nahi batek Ustaritzen, bertzeek Hazparnen errandutena, sinesteko; nor da buruz aski ahal? bbox=[968, 630, 1230, 748]
article-paragraph: Ohore handiagorik ez zezokon egin kazeta Eskualdunari, elizako erlisioneari eta Guichenné jaunari baino; emanik ezin diren egin bi gizonik ere, eta gu ere, jaun orok. bbox=[414, 527, 676, 585]
article-paragraph: Batzu hiesi eta bertzeak jandarme-keta. Barnea huts-arazi, dute, jandarmek jinik. bbox=[1245, 1070, 1507, 1097]
article-paragraph: Gainerakoan etchera errana, hau bat bezala; hori alde horri, beiru alderdiari, mintzo, zer nahi luke holako gauzak baino eta gizon eta bertze egia erranak? Kalomniak hauk oro? bbox=[414, 1870, 676, 1927]
article-paragraph: Ez ginezake aipha ez bait z huntaz bera mintzo. Berak dio : bat katolikoa da. Guk ezetz. bbox=[968, 886, 1230, 914]
article-paragraph: dire andana handian — ba omen ziren hogoi-'a-hamar bat — eta moltsa hori beiratzen zuten soldadoek hiltik edo kolpaturik, erman dute moltsa. bbox=[137, 103, 400, 160]
article-paragraph: Gu ez ginen. Ez dut erraiten, hori dio gizon ezagutzia ote bertze. Ez erraten. bbox=[968, 1911, 1230, 1938]
article-paragraph: Bakarrik nahi dut zu hemen gure diituzte ohointzak eta eskoletan soldaduak eta eskolantzat, hori ez da egin, lege bertze; haurra bertzeak eta dira; hobe da guziei, eta Frantziako Apezpikia guziak aiphatu eta gure Katolikoak, baina orduan ez dela. bbox=[968, 351, 1230, 439]
